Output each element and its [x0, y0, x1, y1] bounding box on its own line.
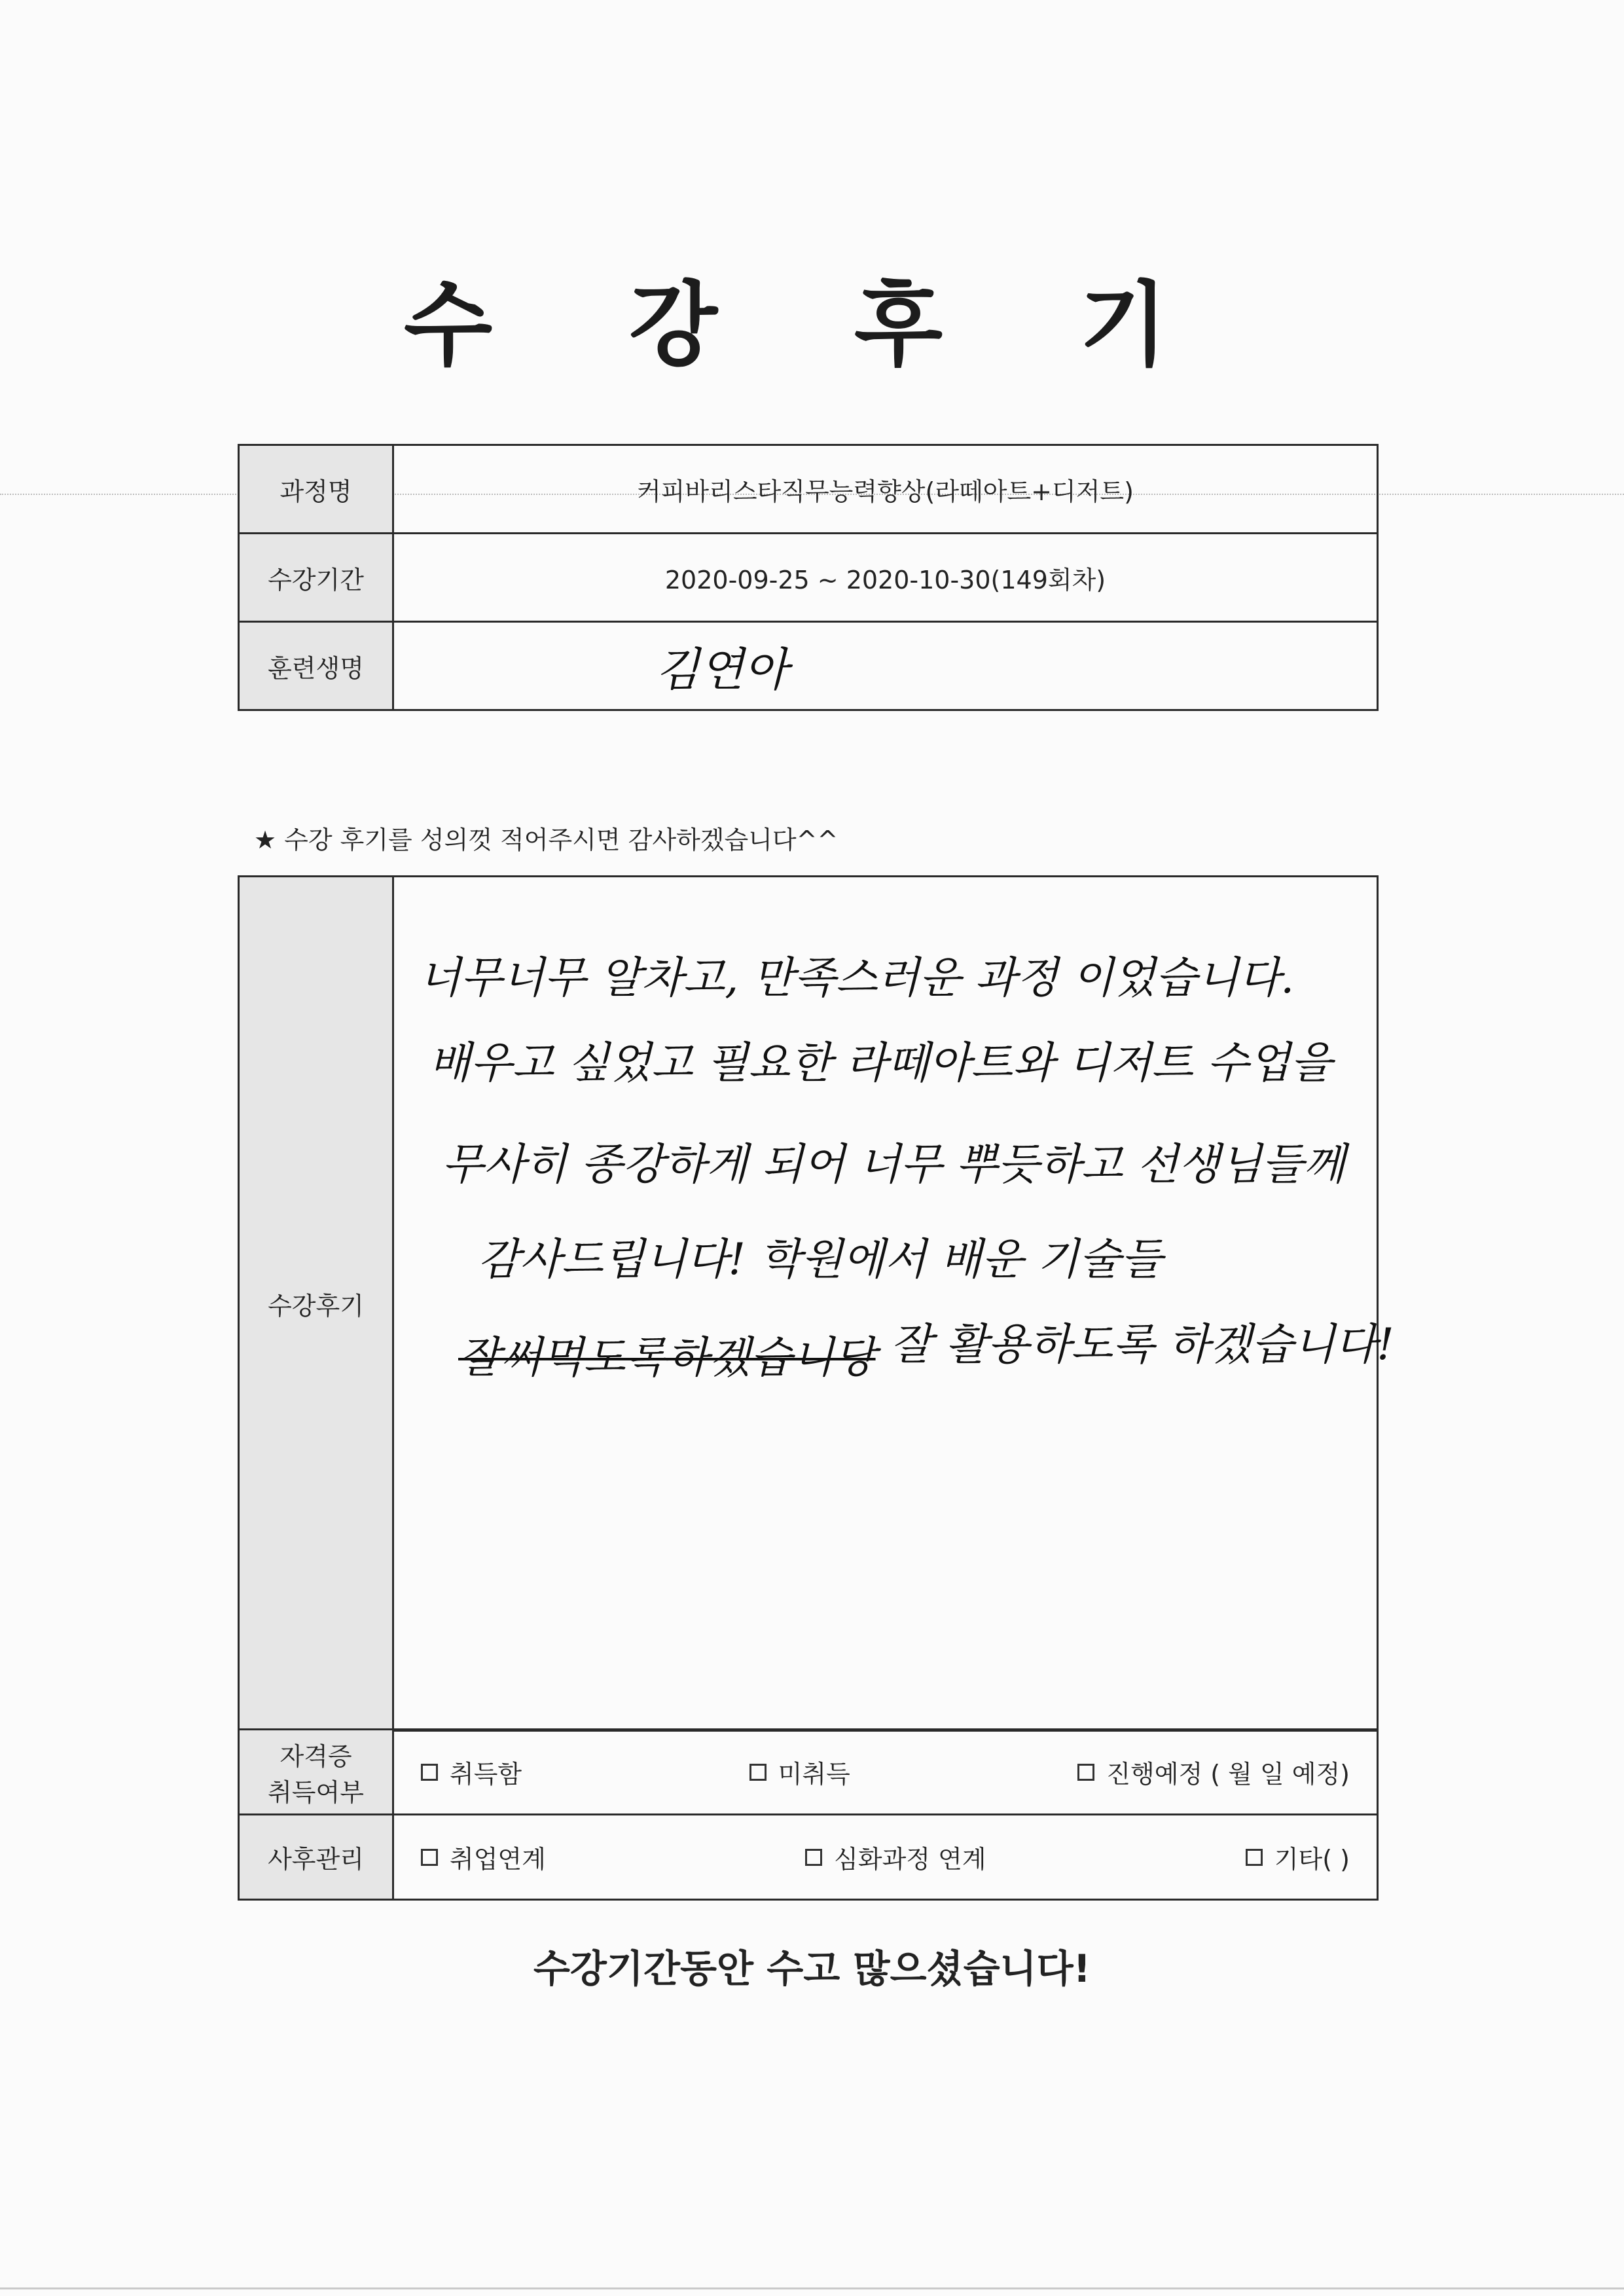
document-title: 수 강 후 기: [403, 272, 1221, 379]
certificate-options-cell: [393, 1730, 1378, 1815]
aftercare-option-advanced[interactable]: [805, 1839, 986, 1875]
certificate-option-planned[interactable]: [1077, 1754, 1350, 1790]
certificate-label-line1: 자격증: [280, 1741, 352, 1771]
course-row: [239, 445, 1378, 534]
aftercare-options: [395, 1839, 1376, 1875]
option-label: 취득함: [450, 1760, 522, 1789]
trainee-row: [239, 622, 1378, 710]
option-label: 진행예정 ( 월 일 예정): [1106, 1760, 1350, 1789]
certificate-option-acquired[interactable]: [421, 1754, 522, 1790]
certificate-row: [239, 1730, 1378, 1815]
review-struck-text: 잘써먹도록하겠습니당: [458, 1332, 876, 1383]
trainee-name-cell[interactable]: [393, 622, 1378, 710]
review-line-4: 감사드립니다! 학원에서 배운 기술들: [478, 1234, 1163, 1285]
checkbox-icon[interactable]: [1077, 1764, 1094, 1781]
followup-table: [238, 1728, 1379, 1901]
option-label: 취업연계: [450, 1845, 546, 1874]
option-label: 기타( ): [1274, 1845, 1350, 1874]
closing-message: 수강기간동안 수고 많으셨습니다!: [533, 1946, 1091, 1991]
period-value: 2020-09-25 ~ 2020-10-30(149회차): [393, 534, 1378, 622]
certificate-label: [239, 1730, 393, 1815]
review-line-5: 잘 활용하도록 하겠습니다!: [890, 1319, 1394, 1370]
review-line-2: 배우고 싶었고 필요한 라떼아트와 디저트 수업을: [429, 1038, 1333, 1088]
checkbox-icon[interactable]: [1246, 1849, 1263, 1866]
aftercare-options-cell: [393, 1815, 1378, 1900]
trainee-label: 훈련생명: [239, 622, 393, 710]
review-label: 수강후기: [239, 877, 393, 1731]
aftercare-label: 사후관리: [239, 1815, 393, 1900]
course-label: 과정명: [239, 445, 393, 534]
review-line-3: 무사히 종강하게 되어 너무 뿌듯하고 선생님들께: [442, 1139, 1346, 1190]
course-info-table: [238, 444, 1379, 711]
period-row: [239, 534, 1378, 622]
certificate-label-line2: 취득여부: [268, 1777, 364, 1807]
certificate-options: [395, 1754, 1376, 1790]
notice-text: ★ 수강 후기를 성의껏 적어주시면 감사하겠습니다^^: [254, 826, 839, 854]
checkbox-icon[interactable]: [805, 1849, 822, 1866]
aftercare-row: [239, 1815, 1378, 1900]
review-line-1: 너무너무 알차고, 만족스러운 과정 이었습니다.: [419, 953, 1295, 1003]
checkbox-icon[interactable]: [421, 1849, 438, 1866]
period-label: 수강기간: [239, 534, 393, 622]
course-value: 커피바리스타직무능력향상(라떼아트+디저트): [393, 445, 1378, 534]
option-label: 심화과정 연계: [834, 1845, 986, 1874]
option-label: 미취득: [778, 1760, 850, 1789]
trainee-name-handwritten: 김연아: [655, 642, 788, 697]
aftercare-option-other[interactable]: [1246, 1839, 1350, 1875]
checkbox-icon[interactable]: [421, 1764, 438, 1781]
checkbox-icon[interactable]: [749, 1764, 767, 1781]
aftercare-option-employment[interactable]: [421, 1839, 546, 1875]
certificate-option-not-acquired[interactable]: [749, 1754, 850, 1790]
scan-bottom-edge: [0, 2287, 1624, 2289]
